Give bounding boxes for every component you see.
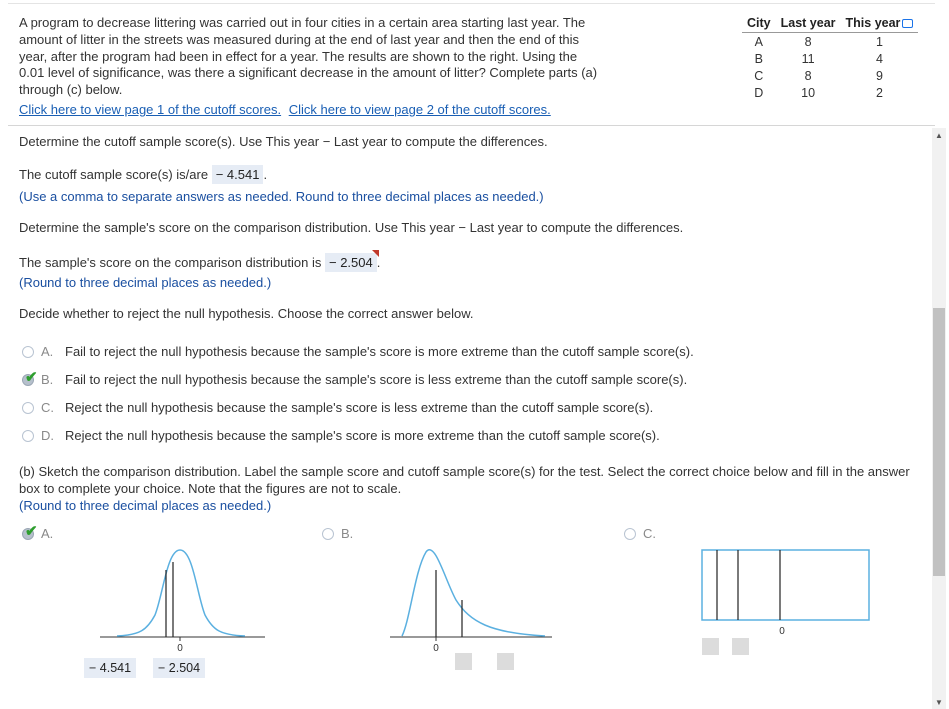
table-row [742,50,918,67]
distribution-curve [117,550,245,636]
cutoff-links [19,102,551,117]
question-cutoff: Determine the cutoff sample score(s). Use This year − Last year to compute the differences. [19,134,548,149]
option-b[interactable] [22,368,688,387]
option-c[interactable] [22,400,653,415]
sample-answer-box[interactable]: − 2.504 [325,253,377,272]
option-text: Reject the null hypothesis because the sample's score is less extreme than the cutoff sample score(s). [65,400,654,415]
choice-b[interactable] [322,526,365,541]
radio-icon[interactable] [22,402,34,414]
table-cell: 1 [876,34,883,49]
radio-selected-icon[interactable] [22,368,38,386]
option-letter: B. [41,372,54,387]
scroll-up-arrow-icon[interactable]: ▲ [935,131,943,140]
table-header-this-year: This year [841,14,919,33]
graph-c [695,540,875,640]
zero-label: 0 [177,643,183,654]
table-cell: 4 [876,51,883,66]
option-text: Reject the null hypothesis because the sample's score is more extreme than the cutoff sample score(s). [65,428,660,443]
graph-c-answer-box[interactable] [702,638,719,655]
distribution-rect [702,550,869,620]
sample-answer-line [19,255,380,270]
table-header-last-year: Last year [776,14,841,33]
flag-icon [372,250,379,257]
table-cell: A [754,34,763,49]
zero-label: 0 [433,643,439,654]
table-cell: C [754,68,764,83]
problem-statement: A program to decrease littering was carried out in four cities in a certain area starting last year. The amount of litter in the streets was measured during at the end of last year and then the end of this year, after the program had been in effect for a year. The results are shown to the right. Using the 0.01 level of significance, was there a significant decrease in the amount of litter? Complete parts (a) through (c) below. [19,15,598,98]
cutoff-hint: (Use a comma to separate answers as needed. Round to three decimal places as needed.) [19,189,544,204]
graph-b-answer-box[interactable] [455,653,472,670]
radio-icon[interactable] [322,528,334,540]
graph-c-answer-box[interactable] [732,638,749,655]
zero-label: 0 [779,626,785,637]
table-row [742,84,918,101]
table-cell: B [754,51,763,66]
table-header-city: City [742,14,776,33]
table-cell: 8 [804,68,812,83]
choice-letter: C. [643,526,656,541]
cutoff-page1-link[interactable]: Click here to view page 1 of the cutoff scores. [19,102,282,117]
table-cell: 11 [801,51,815,66]
cutoff-answer-box[interactable]: − 4.541 [212,165,264,184]
option-letter: D. [41,428,54,443]
cutoff-suffix: . [263,167,268,182]
sample-hint: (Round to three decimal places as needed.) [19,275,272,290]
radio-icon[interactable] [22,430,34,442]
data-table [742,14,918,101]
option-d[interactable] [22,428,660,443]
graph-a [95,540,275,655]
option-letter: A. [41,344,54,359]
copy-icon[interactable] [902,19,913,28]
table-row [742,33,918,51]
radio-icon[interactable] [624,528,636,540]
option-text: Fail to reject the null hypothesis because the sample's score is less extreme than the cutoff sample score(s). [65,372,688,387]
scrollbar-thumb[interactable] [933,308,945,576]
sample-suffix: . [376,255,381,270]
radio-icon[interactable] [22,346,34,358]
table-cell: 2 [876,85,883,100]
option-a[interactable] [22,344,694,359]
cutoff-answer-line [19,167,267,182]
table-cell: 8 [804,34,812,49]
checkmark-icon: ✔ [25,368,38,386]
table-cell: 9 [876,68,883,83]
option-letter: C. [41,400,54,415]
choice-a[interactable] [22,522,65,541]
graph-a-cutoff-label[interactable]: − 4.541 [84,658,136,678]
choice-letter: B. [341,526,354,541]
graph-b-answer-box[interactable] [497,653,514,670]
question-sample-score: Determine the sample's score on the comparison distribution. Use This year − Last year to compute the differences. [19,220,684,235]
choice-letter: A. [41,526,54,541]
table-row [742,67,918,84]
section-divider [8,125,935,126]
cutoff-prefix: The cutoff sample score(s) is/are [19,167,209,182]
cutoff-page2-link[interactable]: Click here to view page 2 of the cutoff scores. [288,102,551,117]
part-b-hint: (Round to three decimal places as needed.) [19,498,272,513]
table-cell: 10 [801,85,816,100]
top-divider [8,3,935,4]
question-decision: Decide whether to reject the null hypothesis. Choose the correct answer below. [19,306,474,321]
part-b-prompt: (b) Sketch the comparison distribution. Label the sample score and cutoff sample score(s) for the test. Select the correct choice below and fill in the answer box to complete your choice. Note that the figures are not to scale. [19,464,910,496]
choice-c[interactable] [624,526,667,541]
table-cell: D [754,85,764,100]
option-text: Fail to reject the null hypothesis because the sample's score is more extreme than the cutoff sample score(s). [65,344,694,359]
sample-prefix: The sample's score on the comparison distribution is [19,255,322,270]
graph-a-sample-label[interactable]: − 2.504 [153,658,205,678]
scroll-down-arrow-icon[interactable]: ▼ [935,698,943,707]
graph-b [390,540,560,655]
radio-selected-icon[interactable] [22,522,38,540]
checkmark-icon: ✔ [25,522,38,540]
distribution-curve [402,550,545,636]
